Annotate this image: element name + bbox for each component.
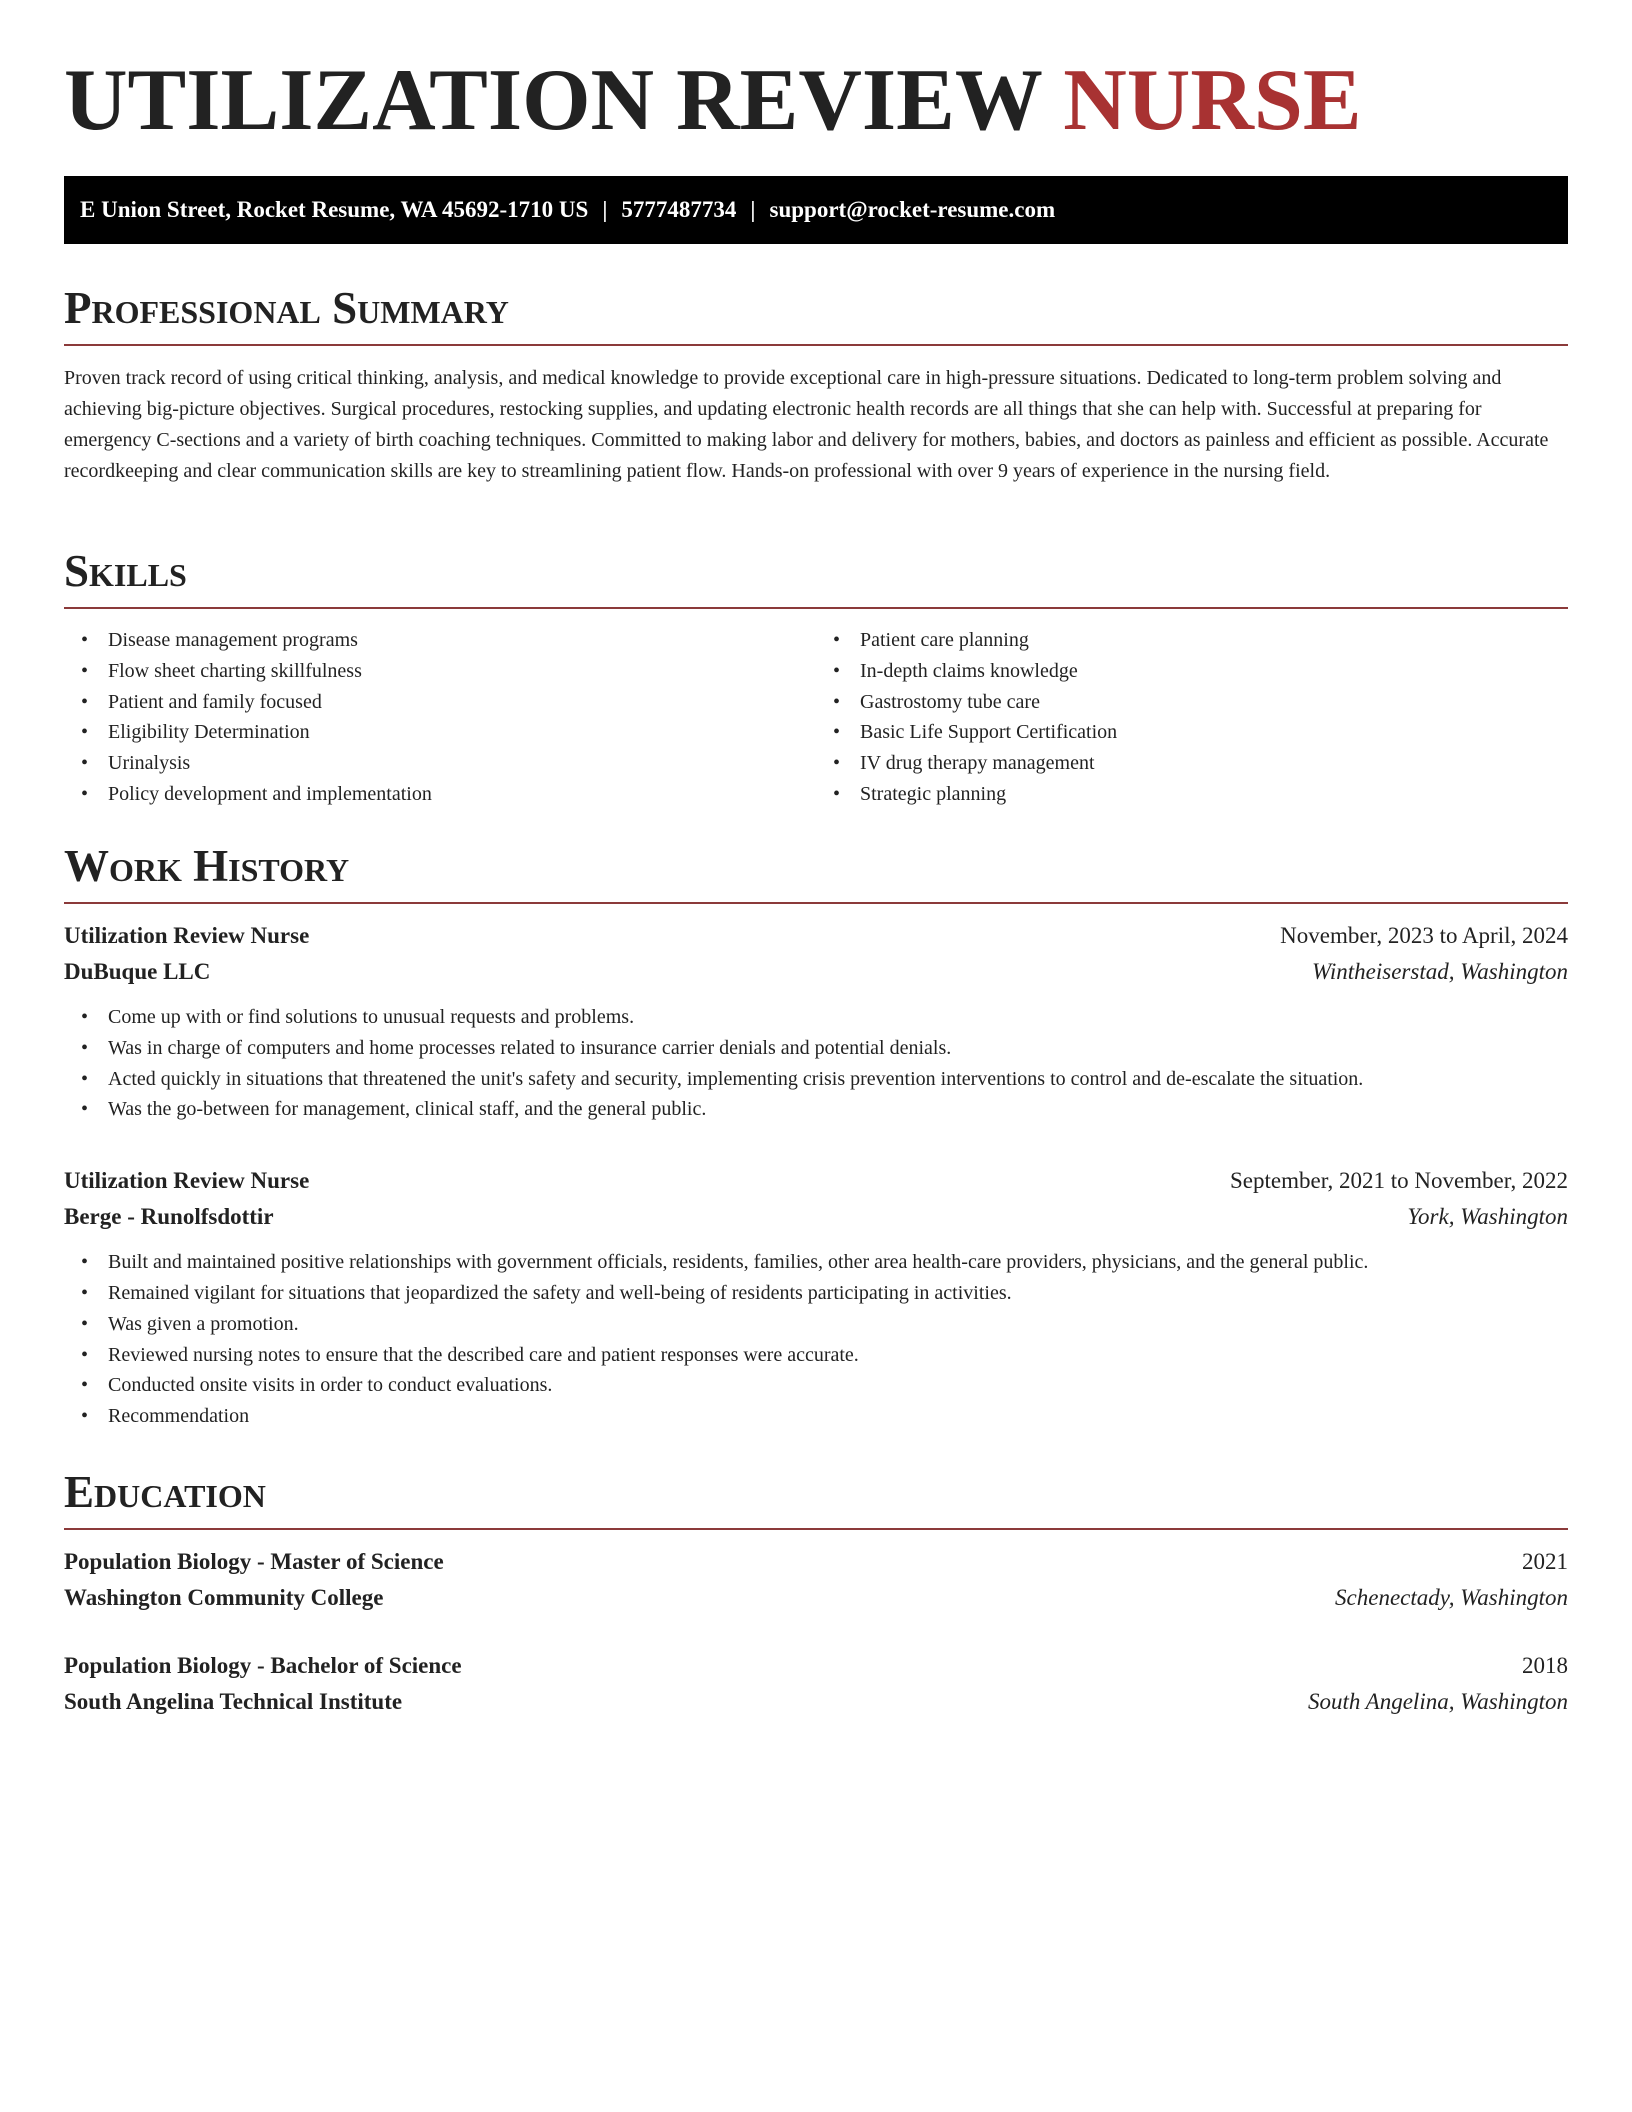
skill-item: • Patient care planning <box>860 625 1568 656</box>
skill-item: • IV drug therapy management <box>860 748 1568 779</box>
job-bullet: • Remained vigilant for situations that jeopardized the safety and well-being of residents participating in activities. <box>108 1278 1568 1309</box>
skill-item: • Strategic planning <box>860 779 1568 810</box>
education-header-row <box>64 1544 1568 1580</box>
job-bullet: • Reviewed nursing notes to ensure that the described care and patient responses were accurate. <box>108 1340 1568 1371</box>
section-title-work: Work History <box>64 841 350 891</box>
skill-item: • Eligibility Determination <box>108 717 816 748</box>
contact-address: E Union Street, Rocket Resume, WA 45692-1710 US <box>80 197 589 222</box>
section-divider <box>64 902 1568 904</box>
job-bullet: • Recommendation <box>108 1401 1568 1432</box>
job-entry <box>64 1163 1568 1432</box>
resume-name <box>64 0 1568 149</box>
section-title-education: Education <box>64 1467 266 1517</box>
contact-separator: | <box>750 197 756 222</box>
education-location: Schenectady, Washington <box>1335 1585 1568 1610</box>
section-title-skills: Skills <box>64 546 187 596</box>
job-bullet: • Was the go-between for management, clinical staff, and the general public. <box>108 1094 1568 1125</box>
summary-text: Proven track record of using critical thinking, analysis, and medical knowledge to provide exceptional care in high-pressure situations. Dedicated to long-term problem solving and achieving big-picture objectives. Surgical procedures, restocking supplies, and updating electronic health records are all things that she can help with. Successful at preparing for emergency C-sections and a variety of birth coaching techniques. Committed to making labor and delivery for mothers, babies, and doctors as painless and efficient as possible. Accurate recordkeeping and clear communication skills are key to streamlining patient flow. Hands-on professional with over 9 years of experience in the nursing field. <box>64 367 1549 482</box>
skill-item: • In-depth claims knowledge <box>860 656 1568 687</box>
skills-section <box>64 545 1568 810</box>
section-divider <box>64 607 1568 609</box>
contact-separator: | <box>602 197 608 222</box>
education-school: South Angelina Technical Institute <box>64 1689 403 1714</box>
skill-item: • Basic Life Support Certification <box>860 717 1568 748</box>
education-location: South Angelina, Washington <box>1307 1689 1568 1714</box>
skill-item: • Disease management programs <box>108 625 816 656</box>
education-section <box>64 1466 1568 1720</box>
job-company: DuBuque LLC <box>64 959 211 984</box>
summary-section <box>64 282 1568 487</box>
education-year: 2021 <box>1522 1549 1568 1574</box>
education-entry <box>64 1648 1568 1720</box>
skill-item: • Flow sheet charting skillfulness <box>108 656 816 687</box>
job-company-row <box>64 954 1568 990</box>
contact-email[interactable]: support@rocket-resume.com <box>769 197 1056 222</box>
job-bullets <box>64 1247 1568 1432</box>
contact-bar <box>64 176 1568 244</box>
skill-item: • Policy development and implementation <box>108 779 816 810</box>
section-divider <box>64 344 1568 346</box>
education-school-row <box>64 1684 1568 1720</box>
job-bullets <box>64 1002 1568 1125</box>
job-position: Utilization Review Nurse <box>64 923 310 948</box>
skill-item: • Patient and family focused <box>108 687 816 718</box>
job-company-row <box>64 1199 1568 1235</box>
section-title-summary: Professional Summary <box>64 283 509 333</box>
skills-columns <box>64 625 1568 810</box>
education-entry <box>64 1544 1568 1616</box>
education-degree: Population Biology - Master of Science <box>64 1549 444 1574</box>
education-degree: Population Biology - Bachelor of Science <box>64 1653 462 1678</box>
job-bullet: • Was in charge of computers and home processes related to insurance carrier denials and potential denials. <box>108 1033 1568 1064</box>
job-bullet: • Was given a promotion. <box>108 1309 1568 1340</box>
job-bullet: • Acted quickly in situations that threatened the unit's safety and security, implementing crisis prevention interventions to control and de-escalate the situation. <box>108 1064 1568 1095</box>
education-year: 2018 <box>1522 1653 1568 1678</box>
job-entry <box>64 918 1568 1125</box>
name-accent: NURSE <box>1063 52 1362 149</box>
job-bullet: • Conducted onsite visits in order to conduct evaluations. <box>108 1370 1568 1401</box>
skill-item: • Gastrostomy tube care <box>860 687 1568 718</box>
job-position: Utilization Review Nurse <box>64 1168 310 1194</box>
job-company: Berge - Runolfsdottir <box>64 1204 274 1230</box>
job-bullet: • Come up with or find solutions to unusual requests and problems. <box>108 1002 1568 1033</box>
skill-item: • Urinalysis <box>108 748 816 779</box>
name-main: UTILIZATION REVIEW <box>64 52 1064 149</box>
education-school-row <box>64 1580 1568 1616</box>
job-dates: November, 2023 to April, 2024 <box>1280 923 1568 948</box>
job-location: York, Washington <box>1407 1204 1568 1230</box>
job-location: Wintheiserstad, Washington <box>1312 959 1568 984</box>
education-school: Washington Community College <box>64 1585 384 1610</box>
job-bullet: • Built and maintained positive relationships with government officials, residents, families, other area health-care providers, physicians, and the general public. <box>108 1247 1568 1278</box>
work-section <box>64 840 1568 1432</box>
job-dates: September, 2021 to November, 2022 <box>1230 1168 1568 1194</box>
job-header-row <box>64 1163 1568 1199</box>
skills-list-left <box>64 625 816 810</box>
education-header-row <box>64 1648 1568 1684</box>
section-divider <box>64 1528 1568 1530</box>
job-header-row <box>64 918 1568 954</box>
skills-list-right <box>816 625 1568 810</box>
contact-phone[interactable]: 5777487734 <box>621 197 737 222</box>
